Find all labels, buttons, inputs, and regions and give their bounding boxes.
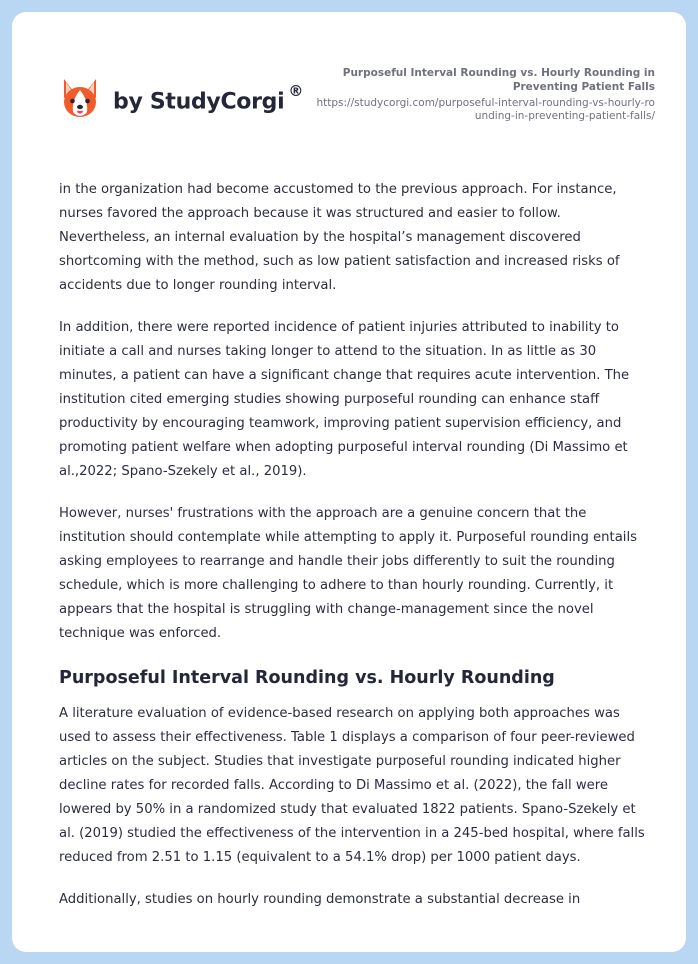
- paragraph: Additionally, studies on hourly rounding demonstrate a substantial decrease in: [59, 892, 581, 907]
- corgi-logo-icon: [60, 76, 100, 120]
- paragraph: In addition, there were reported incidence of patient injuries attributed to inability to initiate a call and nurses taking longer to attend to the situation. In as little as 30 minutes, a patient can have a significant change that requires acute intervention. The institution cited emerging studies showing purposeful rounding can enhance staff productivity by encouraging teamwork, improving patient supervision efficiency, and promoting patient welfare when adopting purposeful interval rounding (Di Massimo et al.,2022; Spano-Szekely et al., 2019).: [59, 320, 630, 479]
- paragraph: in the organization had become accustomed to the previous approach. For instance, nurses favored the approach because it was structured and easier to follow. Nevertheless, an internal evaluation by the hospital’s management discovered shortcoming with the method, such as low patient satisfaction and increased risks of accidents due to longer rounding interval.: [59, 182, 620, 293]
- document-url[interactable]: https://studycorgi.com/purposeful-interval-rounding-vs-hourly-rounding-in-preventing-patient-falls/: [316, 97, 655, 122]
- section-heading: Purposeful Interval Rounding vs. Hourly Rounding: [59, 668, 555, 688]
- registered-mark: ®: [288, 81, 304, 100]
- studycorgi-logo[interactable]: [60, 76, 303, 120]
- paragraph: A literature evaluation of evidence-based research on applying both approaches was used to assess their effectiveness. Table 1 displays a comparison of four peer-reviewed articles on the subject. Studies that investigate purposeful rounding indicated higher decline rates for recorded falls. According to Di Massimo et al. (2022), the fall were lowered by 50% in a randomized study that evaluated 1822 patients. Spano-Szekely et al. (2019) studied the effectiveness of the intervention in a 245-bed hospital, where falls reduced from 2.51 to 1.15 (equivalent to a 54.1% drop) per 1000 patient days.: [59, 706, 645, 865]
- document-title: Purposeful Interval Rounding vs. Hourly Rounding in Preventing Patient Falls: [342, 67, 655, 93]
- document-body: [59, 178, 655, 930]
- document-meta: [315, 66, 655, 123]
- paragraph: However, nurses' frustrations with the approach are a genuine concern that the institution should contemplate while attempting to apply it. Purposeful rounding entails asking employees to rearrange and handle their jobs differently to suit the rounding schedule, which is more challenging to adhere to than hourly rounding. Currently, it appears that the hospital is struggling with change-management since the novel technique was enforced.: [59, 506, 637, 641]
- document-page: [12, 12, 686, 952]
- brand-name: by StudyCorgi ®: [113, 81, 304, 115]
